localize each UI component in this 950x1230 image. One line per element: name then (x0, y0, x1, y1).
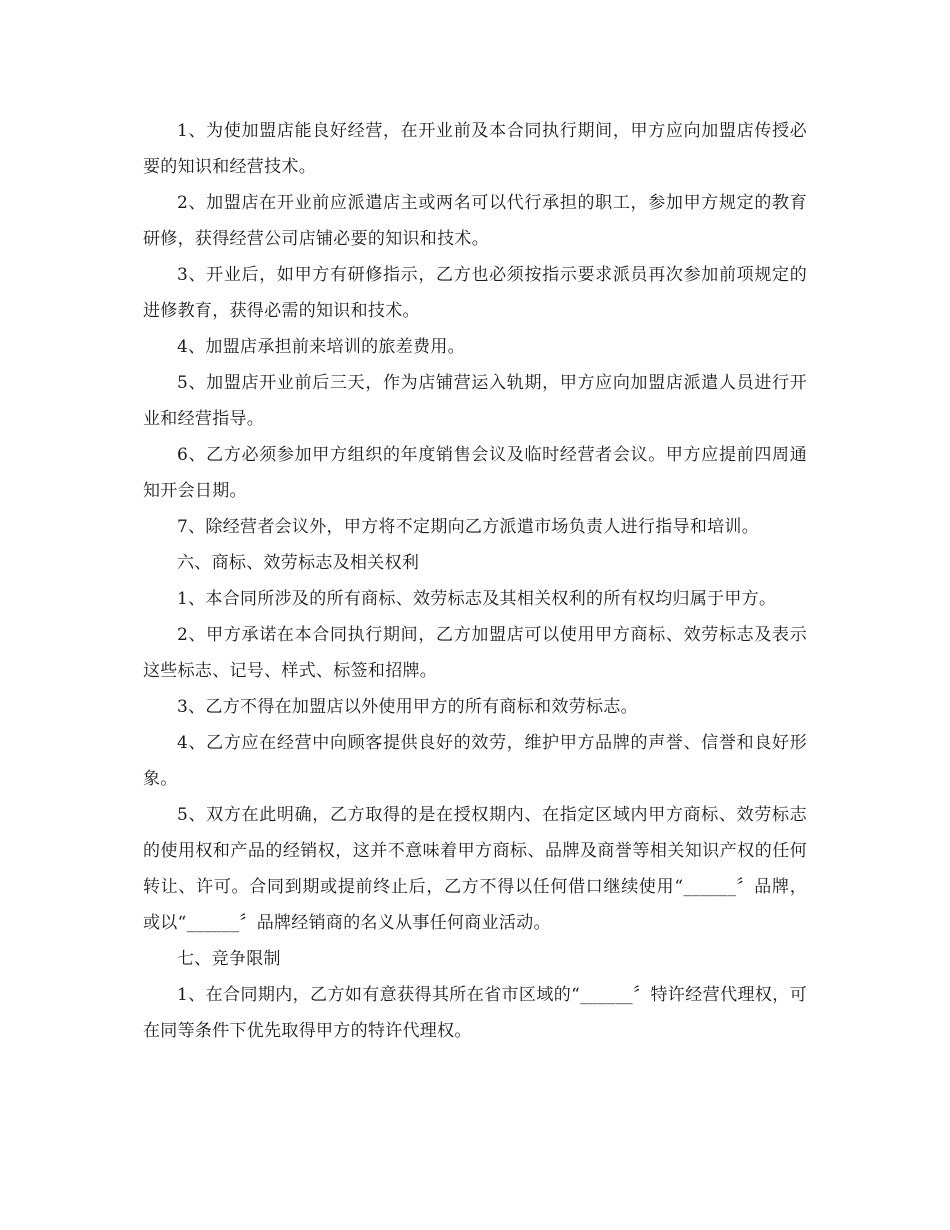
clause-5-6: 6、乙方必须参加甲方组织的年度销售会议及临时经营者会议。甲方应提前四周通知开会日期。 (143, 445, 807, 501)
clause-5-4: 4、加盟店承担前来培训的旅差费用。 (177, 337, 465, 357)
clause-6-3: 3、乙方不得在加盟店以外使用甲方的所有商标和效劳标志。 (177, 697, 638, 717)
clause-5-7: 7、除经营者会议外，甲方将不定期向乙方派遣市场负责人进行指导和培训。 (177, 517, 760, 537)
section-heading-6: 六、商标、效劳标志及相关权利 (177, 553, 420, 573)
clause-6-2: 2、甲方承诺在本合同执行期间，乙方加盟店可以使用甲方商标、效劳标志及表示这些标志、记号、样式、标签和招牌。 (143, 625, 807, 681)
clause-6-4: 4、乙方应在经营中向顾客提供良好的效劳，维护甲方品牌的声誉、信誉和良好形象。 (143, 733, 807, 789)
section-heading-7: 七、竞争限制 (177, 949, 281, 969)
clause-5-5: 5、加盟店开业前后三天，作为店铺营运入轨期，甲方应向加盟店派遣人员进行开业和经营指导。 (143, 373, 807, 429)
clause-5-1: 1、为使加盟店能良好经营，在开业前及本合同执行期间，甲方应向加盟店传授必要的知识和经营技术。 (143, 121, 807, 177)
clause-5-2: 2、加盟店在开业前应派遣店主或两名可以代行承担的职工，参加甲方规定的教育研修，获得经营公司店铺必要的知识和技术。 (143, 193, 807, 249)
clause-5-3: 3、开业后，如甲方有研修指示，乙方也必须按指示要求派员再次参加前项规定的进修教育，获得必需的知识和技术。 (143, 265, 807, 321)
clause-6-5: 5、双方在此明确，乙方取得的是在授权期内、在指定区域内甲方商标、效劳标志的使用权和产品的经销权，这并不意味着甲方商标、品牌及商誉等相关知识产权的任何转让、许可。合同到期或提前终止后，乙方不得以任何借口继续使用“______〞品牌，或以“______〞品牌经销商的名义从事任何商业活动。 (143, 805, 807, 933)
clause-7-1: 1、在合同期内，乙方如有意获得其所在省市区域的“______〞特许经营代理权，可在同等条件下优先取得甲方的特许代理权。 (143, 985, 807, 1041)
clause-6-1: 1、本合同所涉及的所有商标、效劳标志及其相关权利的所有权均归属于甲方。 (177, 589, 777, 609)
document-body (143, 113, 807, 1049)
